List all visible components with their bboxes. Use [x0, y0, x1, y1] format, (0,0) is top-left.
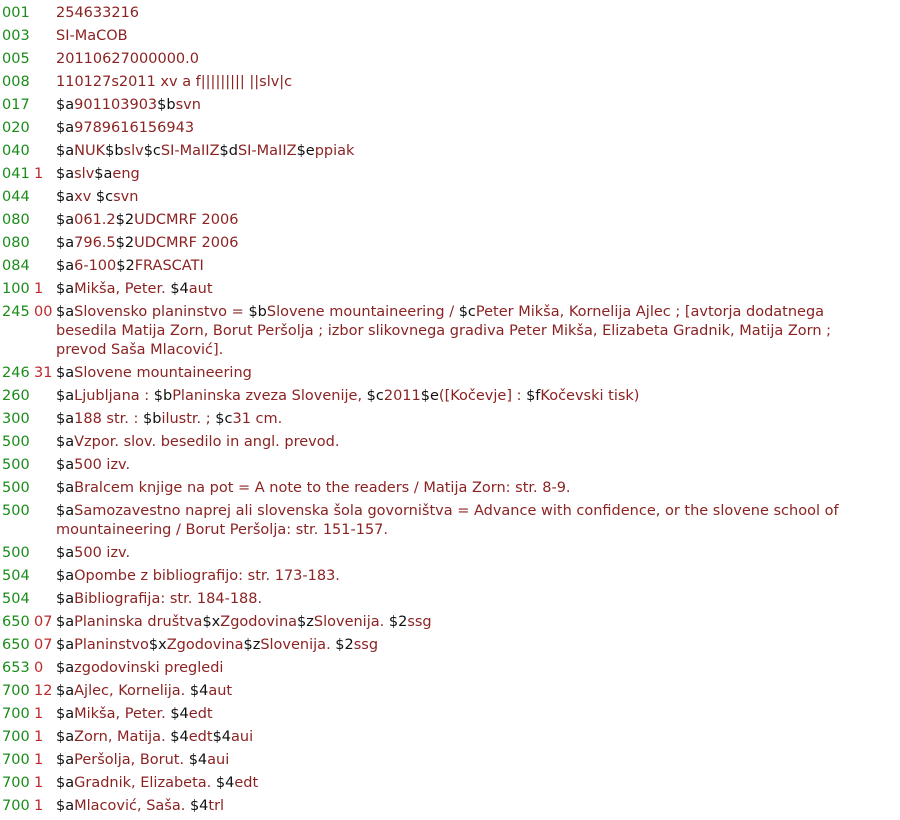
field-content [56, 751, 900, 770]
subfield-value: Samozavestno naprej ali slovenska šola govorništva = Advance with confidence, or the slovene school of mountaineering / Borut Peršolja: str. 151-157. [56, 503, 839, 538]
subfield-code: $b [153, 388, 173, 404]
marc-field-row [0, 410, 900, 433]
field-tag: 245 [2, 304, 30, 320]
subfield-code: $a [56, 706, 75, 722]
field-tag: 084 [2, 258, 30, 274]
subfield-code: $a [56, 120, 75, 136]
subfield-code: $4 [212, 729, 232, 745]
subfield-code: $f [526, 388, 541, 404]
field-tag: 020 [2, 120, 30, 136]
field-indicators: 31 [34, 365, 53, 381]
field-tag: 650 [2, 614, 30, 630]
subfield-value: ppiak [314, 143, 355, 159]
subfield-code: $x [202, 614, 221, 630]
field-content [56, 433, 900, 452]
field-tag: 260 [2, 388, 30, 404]
subfield-value: 110127s2011 xv a f||||||||| ||slv|c [56, 74, 293, 90]
subfield-value: ssg [407, 614, 432, 630]
subfield-value: Slovenija. [313, 614, 389, 630]
subfield-code: $a [94, 166, 113, 182]
subfield-code: $a [56, 683, 75, 699]
field-content [56, 502, 900, 540]
subfield-code: $4 [170, 729, 189, 745]
field-tag: 005 [2, 51, 30, 67]
subfield-value: 901103903 [74, 97, 158, 113]
subfield-code: $a [56, 798, 75, 814]
field-indicators: 1 [34, 752, 44, 768]
marc-field-row [0, 797, 900, 820]
subfield-value: slv [123, 143, 144, 159]
marc-field-row [0, 433, 900, 456]
subfield-value: UDCMRF 2006 [134, 235, 239, 251]
subfield-value: aui [207, 752, 230, 768]
subfield-code: $z [297, 614, 314, 630]
subfield-value: Vzpor. slov. besedilo in angl. prevod. [74, 434, 340, 450]
field-content [56, 797, 900, 816]
subfield-value: Mikša, Peter. [74, 706, 171, 722]
marc-field-row [0, 119, 900, 142]
subfield-code: $2 [115, 235, 135, 251]
subfield-code: $c [95, 189, 114, 205]
field-content [56, 567, 900, 586]
subfield-code: $x [148, 637, 167, 653]
marc-field-row [0, 636, 900, 659]
field-tag: 003 [2, 28, 30, 44]
marc-field-row [0, 479, 900, 502]
field-tag: 504 [2, 591, 30, 607]
subfield-value: 061.2 [74, 212, 116, 228]
subfield-code: $a [56, 660, 75, 676]
subfield-code: $b [157, 97, 176, 113]
marc-field-row [0, 544, 900, 567]
field-tag: 653 [2, 660, 30, 676]
subfield-code: $2 [116, 258, 135, 274]
marc-field-row [0, 234, 900, 257]
subfield-code: $a [56, 212, 75, 228]
subfield-value: UDCMRF 2006 [134, 212, 239, 228]
marc-field-row [0, 303, 900, 364]
field-content [56, 257, 900, 276]
field-tag: 300 [2, 411, 30, 427]
subfield-value: Bibliografija: str. 184-188. [74, 591, 263, 607]
subfield-code: $a [56, 304, 75, 320]
subfield-code: $a [56, 614, 75, 630]
field-tag: 080 [2, 235, 30, 251]
subfield-code: $a [56, 545, 75, 561]
field-tag: 700 [2, 775, 30, 791]
subfield-code: $a [56, 434, 75, 450]
marc-field-row [0, 4, 900, 27]
subfield-value: Ljubljana : [74, 388, 154, 404]
field-content [56, 303, 900, 360]
field-content [56, 119, 900, 138]
subfield-value: Gradnik, Elizabeta. [74, 775, 216, 791]
subfield-code: $2 [115, 212, 135, 228]
field-content [56, 165, 900, 184]
subfield-value: SI-MaIIZ [160, 143, 220, 159]
field-tag: 246 [2, 365, 30, 381]
field-content [56, 636, 900, 655]
subfield-code: $c [366, 388, 384, 404]
marc-field-row [0, 280, 900, 303]
subfield-value: NUK [74, 143, 106, 159]
subfield-value: svn [175, 97, 201, 113]
field-content [56, 590, 900, 609]
field-content [56, 73, 900, 92]
subfield-value: Slovenija. [260, 637, 336, 653]
marc-field-row [0, 165, 900, 188]
field-indicators: 07 [34, 614, 53, 630]
field-tag: 017 [2, 97, 30, 113]
marc-field-row [0, 142, 900, 165]
subfield-value: aui [231, 729, 254, 745]
field-tag: 500 [2, 545, 30, 561]
subfield-value: SI-MaCOB [56, 28, 128, 44]
marc-field-row [0, 188, 900, 211]
subfield-value: Mikša, Peter. [74, 281, 171, 297]
field-content [56, 4, 900, 23]
subfield-value: Bralcem knjige na pot = A note to the readers / Matija Zorn: str. 8-9. [74, 480, 571, 496]
subfield-value: Slovensko planinstvo = [74, 304, 249, 320]
field-tag: 001 [2, 5, 30, 21]
subfield-code: $a [56, 775, 75, 791]
subfield-code: $d [219, 143, 238, 159]
subfield-code: $a [56, 258, 75, 274]
marc-field-row [0, 613, 900, 636]
subfield-code: $a [56, 235, 75, 251]
marc-field-row [0, 728, 900, 751]
subfield-code: $a [56, 637, 75, 653]
field-indicators: 00 [34, 304, 53, 320]
marc-field-row [0, 50, 900, 73]
subfield-code: $4 [189, 798, 209, 814]
field-indicators: 1 [34, 166, 44, 182]
marc-field-row [0, 705, 900, 728]
subfield-value: Slovene mountaineering [74, 365, 252, 381]
subfield-code: $e [420, 388, 439, 404]
subfield-value: trl [208, 798, 225, 814]
field-indicators: 1 [34, 798, 44, 814]
subfield-code: $a [56, 480, 75, 496]
field-content [56, 659, 900, 678]
subfield-code: $a [56, 411, 75, 427]
subfield-code: $a [56, 591, 75, 607]
subfield-value: 500 izv. [74, 545, 131, 561]
field-tag: 041 [2, 166, 30, 182]
subfield-code: $a [56, 752, 75, 768]
field-content [56, 27, 900, 46]
subfield-value: Planinstvo [74, 637, 149, 653]
subfield-code: $b [248, 304, 267, 320]
field-indicators: 1 [34, 281, 44, 297]
subfield-code: $a [56, 729, 75, 745]
field-content [56, 364, 900, 383]
field-content [56, 728, 900, 747]
field-content [56, 456, 900, 475]
subfield-value: aut [188, 281, 213, 297]
field-tag: 100 [2, 281, 30, 297]
subfield-value: 500 izv. [74, 457, 131, 473]
marc-field-row [0, 257, 900, 280]
subfield-code: $c [458, 304, 476, 320]
marc-field-row [0, 27, 900, 50]
subfield-value: Mlacović, Saša. [74, 798, 190, 814]
subfield-value: 6-100 [74, 258, 117, 274]
subfield-code: $a [56, 388, 75, 404]
field-tag: 700 [2, 706, 30, 722]
field-tag: 500 [2, 457, 30, 473]
subfield-value: 254633216 [56, 5, 140, 21]
field-content [56, 234, 900, 253]
subfield-value: Peter Mikša, Kornelija Ajlec ; [avtorja dodatnega besedila Matija Zorn, Borut Peršolja ; izbor slikovnega gradiva Peter Mikša, Elizabeta Gradnik, Matija Zorn ; prevod Saša Mlacović]. [56, 304, 832, 358]
field-tag: 080 [2, 212, 30, 228]
subfield-value: edt [188, 729, 213, 745]
subfield-value: edt [234, 775, 259, 791]
subfield-value: eng [112, 166, 140, 182]
subfield-value: Opombe z bibliografijo: str. 173-183. [74, 568, 340, 584]
marc-field-row [0, 502, 900, 544]
subfield-value: 796.5 [74, 235, 116, 251]
field-tag: 700 [2, 729, 30, 745]
subfield-value: Planinska zveza Slovenije, [172, 388, 367, 404]
field-content [56, 211, 900, 230]
subfield-value: xv [74, 189, 96, 205]
field-indicators: 1 [34, 729, 44, 745]
subfield-code: $a [56, 457, 75, 473]
subfield-value: 20110627000000.0 [56, 51, 199, 67]
subfield-value: ilustr. ; [161, 411, 216, 427]
field-indicators: 12 [34, 683, 53, 699]
field-indicators: 1 [34, 706, 44, 722]
subfield-value: Ajlec, Kornelija. [74, 683, 190, 699]
field-content [56, 705, 900, 724]
marc-field-row [0, 387, 900, 410]
subfield-code: $e [296, 143, 315, 159]
subfield-code: $b [143, 411, 162, 427]
subfield-value: zgodovinski pregledi [74, 660, 224, 676]
field-content [56, 50, 900, 69]
marc-field-row [0, 364, 900, 387]
field-tag: 040 [2, 143, 30, 159]
subfield-value: Zgodovina [220, 614, 298, 630]
subfield-code: $a [56, 189, 75, 205]
subfield-code: $a [56, 166, 75, 182]
field-indicators: 1 [34, 775, 44, 791]
field-tag: 650 [2, 637, 30, 653]
marc-field-row [0, 96, 900, 119]
subfield-value: 2011 [383, 388, 421, 404]
field-content [56, 544, 900, 563]
subfield-value: ([Kočevje] : [438, 388, 527, 404]
marc-field-row [0, 659, 900, 682]
subfield-value: Peršolja, Borut. [74, 752, 189, 768]
subfield-value: 188 str. : [74, 411, 143, 427]
field-content [56, 96, 900, 115]
subfield-code: $b [105, 143, 124, 159]
subfield-code: $a [56, 568, 75, 584]
marc-field-row [0, 590, 900, 613]
subfield-code: $4 [188, 752, 208, 768]
marc-field-row [0, 774, 900, 797]
marc-field-row [0, 73, 900, 96]
marc-field-row [0, 682, 900, 705]
field-tag: 700 [2, 752, 30, 768]
field-content [56, 142, 900, 161]
field-content [56, 613, 900, 632]
subfield-value: edt [188, 706, 213, 722]
field-tag: 504 [2, 568, 30, 584]
subfield-code: $a [56, 97, 75, 113]
field-content [56, 410, 900, 429]
field-tag: 008 [2, 74, 30, 90]
subfield-code: $2 [335, 637, 354, 653]
field-content [56, 188, 900, 207]
subfield-value: svn [113, 189, 139, 205]
subfield-code: $4 [189, 683, 209, 699]
subfield-code: $a [56, 281, 75, 297]
subfield-code: $c [215, 411, 233, 427]
subfield-value: 31 cm. [232, 411, 283, 427]
subfield-value: aut [208, 683, 233, 699]
subfield-code: $4 [170, 281, 189, 297]
marc-field-row [0, 751, 900, 774]
subfield-value: FRASCATI [134, 258, 204, 274]
field-content [56, 387, 900, 406]
field-tag: 500 [2, 480, 30, 496]
marc-field-row [0, 567, 900, 590]
subfield-code: $2 [388, 614, 408, 630]
marc-field-row [0, 211, 900, 234]
field-content [56, 682, 900, 701]
subfield-value: SI-MaIIZ [237, 143, 297, 159]
subfield-value: Slovene mountaineering / [266, 304, 459, 320]
subfield-value: slv [74, 166, 95, 182]
subfield-value: ssg [353, 637, 379, 653]
subfield-code: $a [56, 365, 75, 381]
subfield-value: Kočevski tisk) [540, 388, 640, 404]
field-indicators: 0 [34, 660, 44, 676]
subfield-value: 9789616156943 [74, 120, 195, 136]
field-indicators: 07 [34, 637, 53, 653]
subfield-value: Zgodovina [166, 637, 244, 653]
field-content [56, 280, 900, 299]
field-tag: 500 [2, 434, 30, 450]
field-tag: 700 [2, 683, 30, 699]
field-tag: 500 [2, 503, 30, 519]
subfield-value: Zorn, Matija. [74, 729, 171, 745]
field-content [56, 479, 900, 498]
subfield-code: $4 [170, 706, 189, 722]
marc-field-row [0, 456, 900, 479]
subfield-value: Planinska društva [74, 614, 203, 630]
field-tag: 044 [2, 189, 30, 205]
field-tag: 700 [2, 798, 30, 814]
field-content [56, 774, 900, 793]
subfield-code: $z [243, 637, 261, 653]
subfield-code: $c [143, 143, 161, 159]
subfield-code: $4 [215, 775, 235, 791]
subfield-code: $a [56, 503, 75, 519]
subfield-code: $a [56, 143, 75, 159]
